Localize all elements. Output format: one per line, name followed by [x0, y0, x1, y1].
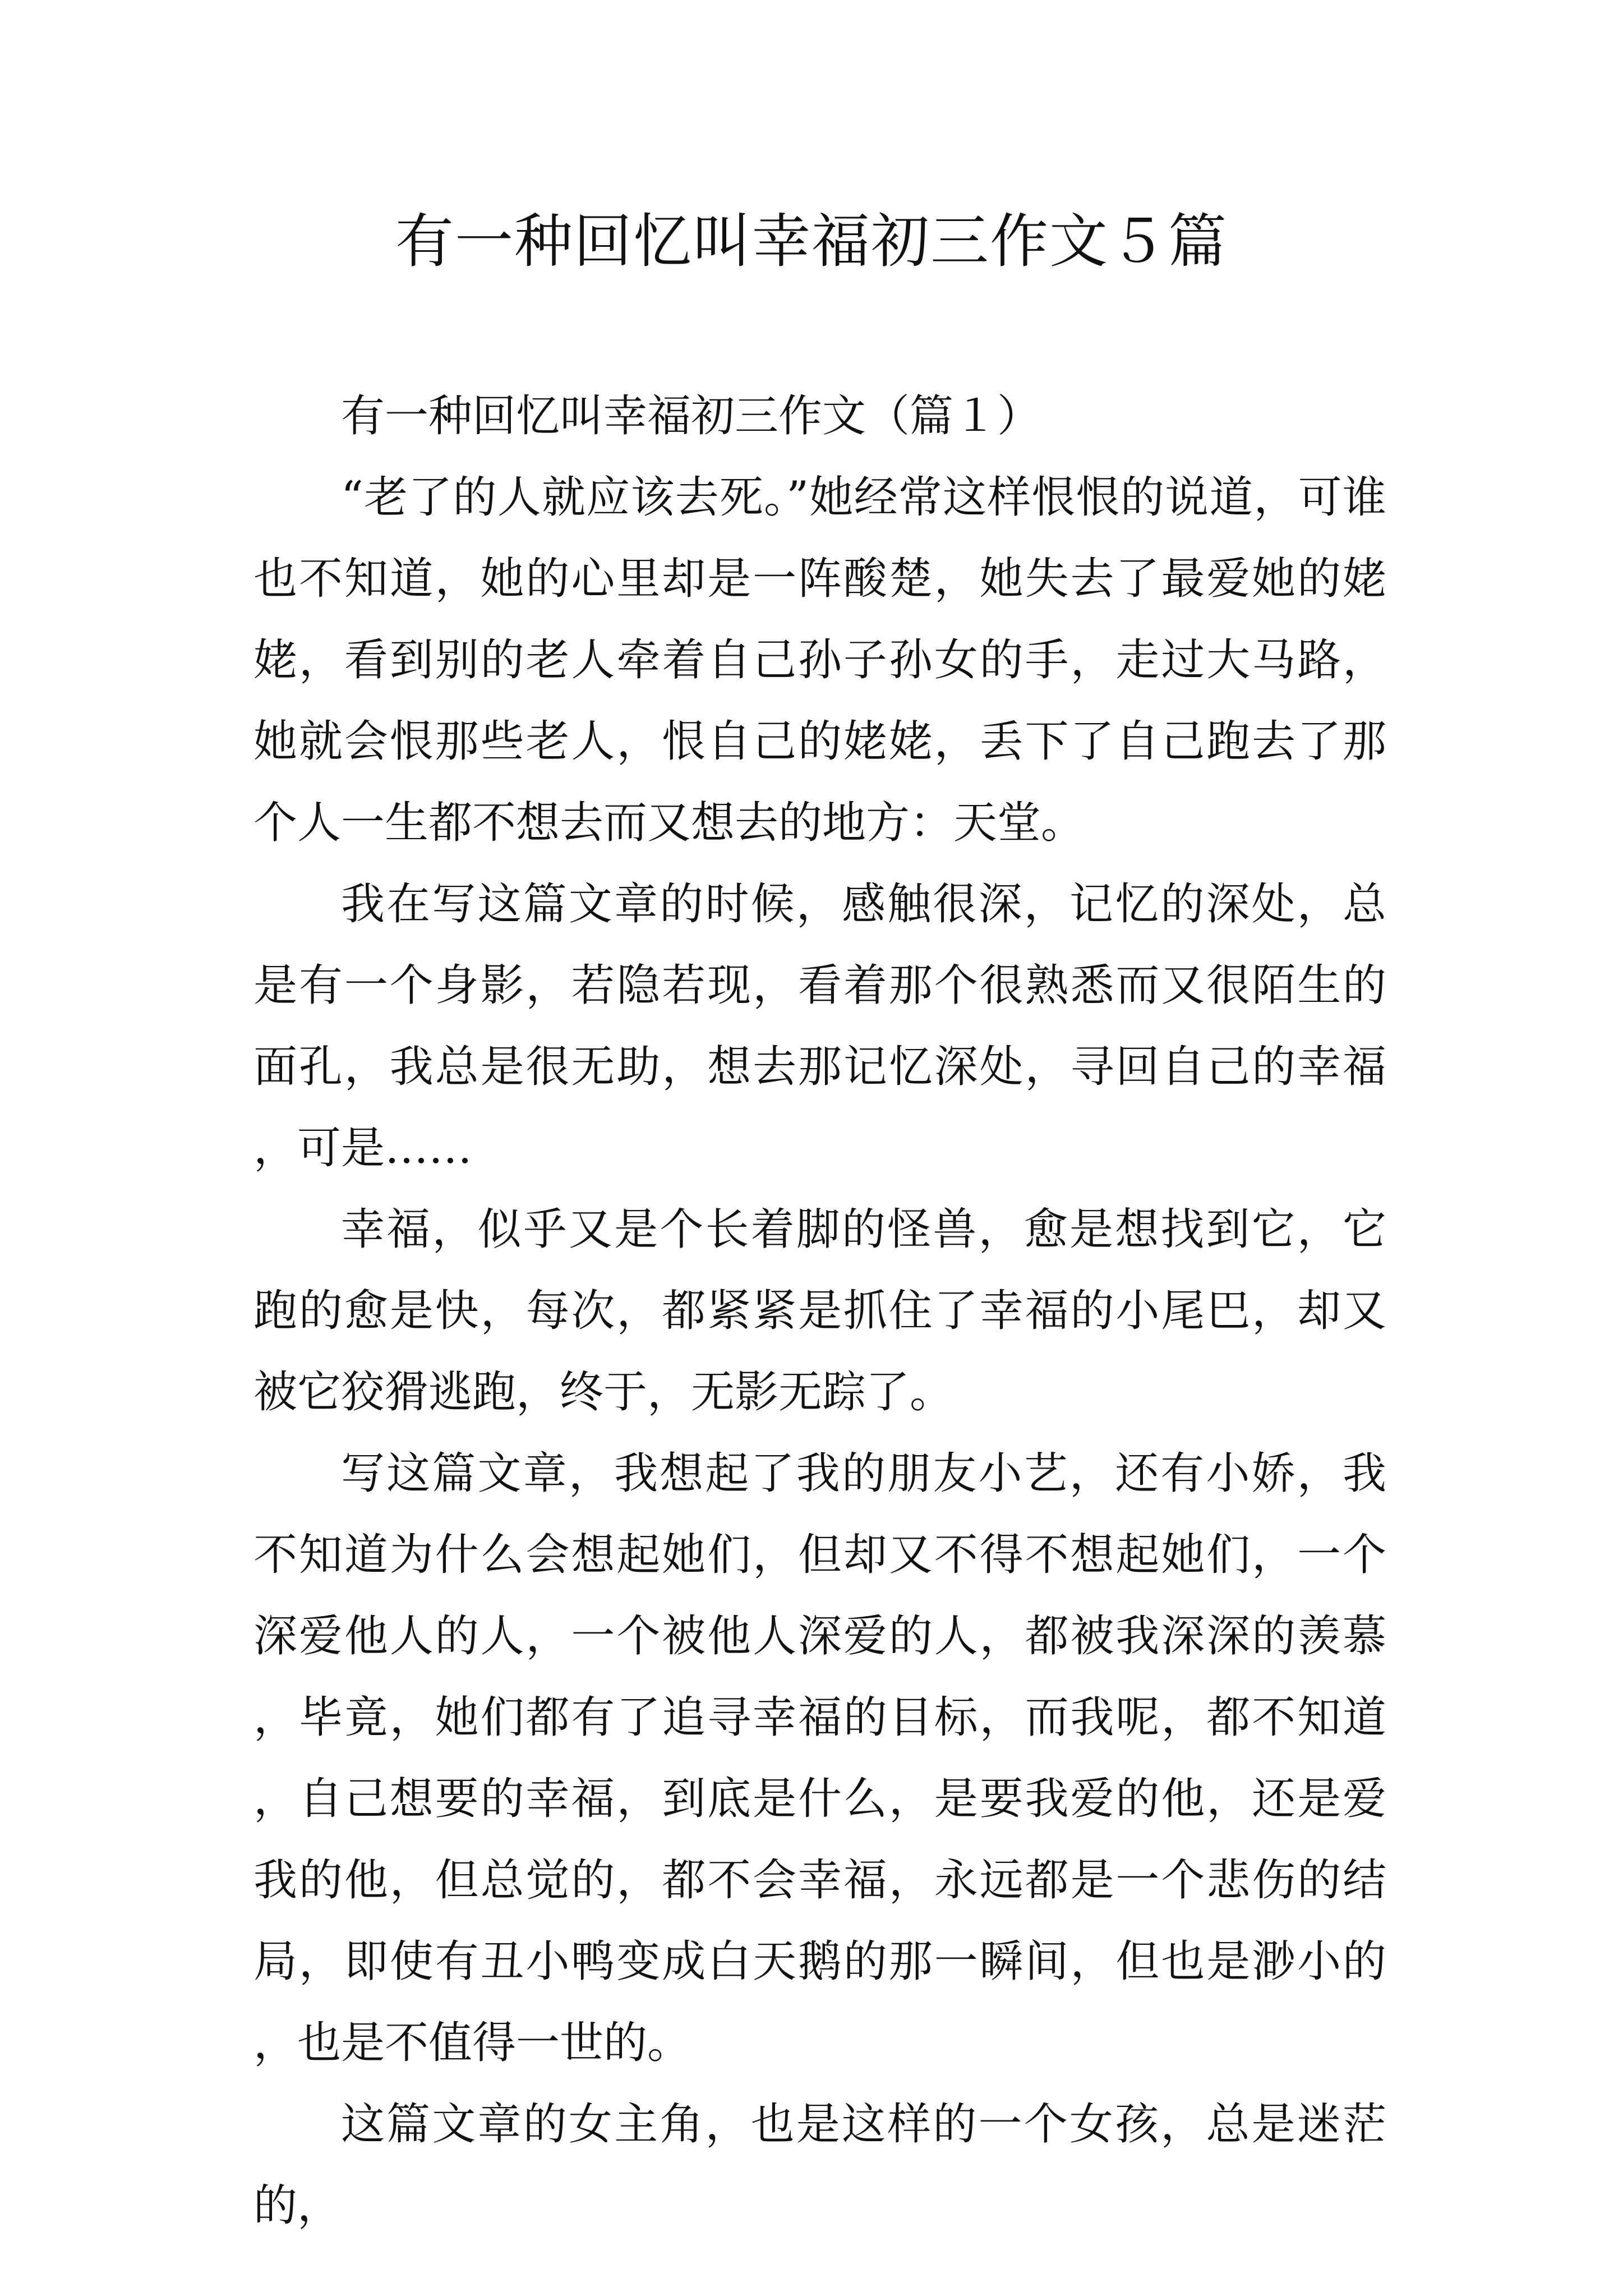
paragraph: 幸福，似乎又是个长着脚的怪兽，愈是想找到它，它跑的愈是快，每次，都紧紧是抓住了幸福的小尾巴，却又被它狡猾逃跑，终于，无影无踪了。: [253, 1204, 1386, 1418]
paragraph: 我在写这篇文章的时候，感触很深，记忆的深处，总是有一个身影，若隐若现，看着那个很熟悉而又很陌生的面孔，我总是很无助，想去那记忆深处，寻回自己的幸福，可是……: [253, 879, 1386, 1174]
document-body: [253, 376, 1386, 2247]
section-heading: 有一种回忆叫幸福初三作文（篇１）: [341, 391, 1041, 441]
paragraph: “老了的人就应该去死。”她经常这样恨恨的说道，可谁也不知道，她的心里却是一阵酸楚，她失去了最爱她的姥姥，看到别的老人牵着自己孙子孙女的手，走过大马路，她就会恨那些老人，恨自己的姥姥，丢下了自己跑去了那个人一生都不想去而又想去的地方：天堂。: [253, 472, 1386, 848]
document-title: 有一种回忆叫幸福初三作文５篇: [395, 207, 1228, 275]
paragraph: 这篇文章的女主角，也是这样的一个女孩，总是迷茫的，: [253, 2099, 1386, 2231]
paragraph: 写这篇文章，我想起了我的朋友小艺，还有小娇，我不知道为什么会想起她们，但却又不得不想起她们，一个深爱他人的人，一个被他人深爱的人，都被我深深的羡慕，毕竟，她们都有了追寻幸福的目标，而我呢，都不知道，自己想要的幸福，到底是什么，是要我爱的他，还是爱我的他，但总觉的，都不会幸福，永远都是一个悲伤的结局，即使有丑小鸭变成白天鹅的那一瞬间，但也是渺小的，也是不值得一世的。: [253, 1448, 1386, 2068]
